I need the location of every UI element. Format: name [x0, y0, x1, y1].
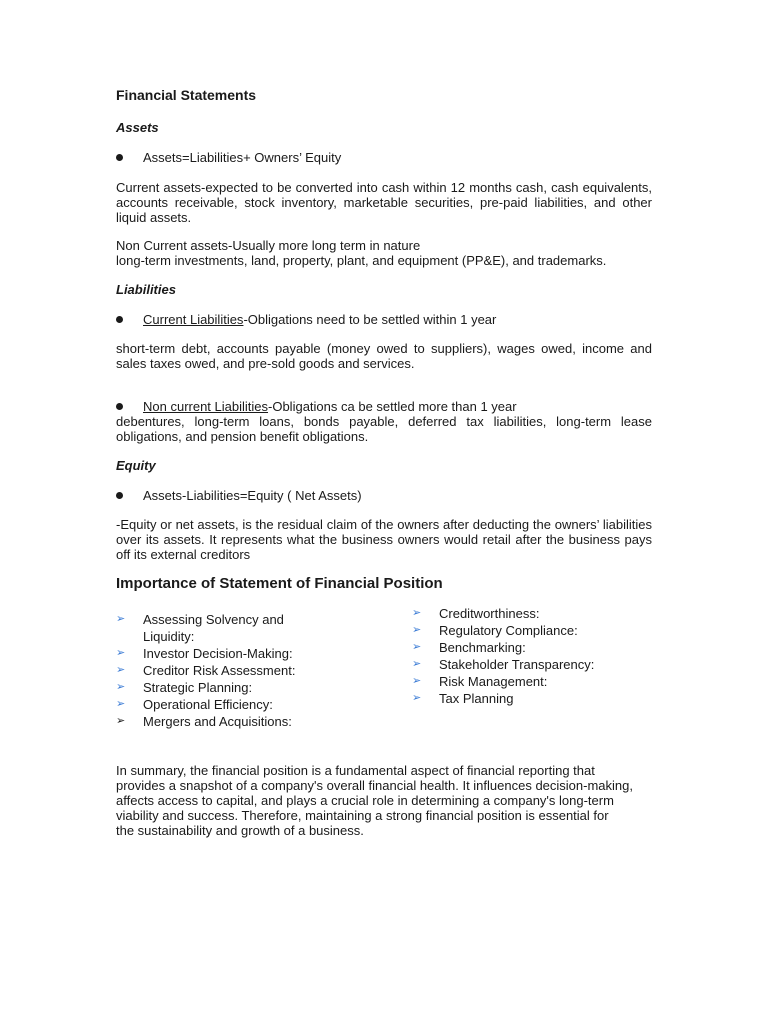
list-item: ➢ Risk Management: — [412, 674, 548, 689]
current-assets-paragraph: Current assets-expected to be converted into cash within 12 months cash, cash equivalents, accounts receivable, stock inventory, marketable securities, pre-paid liabilities, and other liquid assets. — [116, 180, 652, 225]
arrow-bullet-icon: ➢ — [116, 664, 126, 676]
importance-right-list — [412, 605, 652, 707]
current-liabilities-text: -Obligations need to be settled within 1 year — [243, 312, 497, 327]
current-liabilities-bullet — [116, 312, 652, 327]
arrow-bullet-icon: ➢ — [412, 607, 422, 619]
list-item: ➢ Mergers and Acquisitions: — [116, 714, 292, 729]
arrow-bullet-icon: ➢ — [412, 641, 422, 653]
list-item: ➢ Operational Efficiency: — [116, 697, 273, 712]
equity-bullet — [116, 488, 652, 503]
bullet-dot-icon — [116, 492, 123, 499]
list-item: ➢ Benchmarking: — [412, 640, 526, 655]
bullet-dot-icon — [116, 316, 123, 323]
noncurrent-liabilities-label: Non current Liabilities — [143, 399, 269, 414]
equity-heading: Equity — [116, 458, 156, 473]
summary-line: In summary, the financial position is a fundamental aspect of financial reporting that — [116, 763, 595, 778]
list-item: ➢ Assessing Solvency and Liquidity: — [116, 612, 284, 644]
arrow-bullet-icon: ➢ — [116, 647, 126, 659]
noncurrent-liabilities-text: -Obligations ca be settled more than 1 year — [268, 399, 517, 414]
bullet-dot-icon — [116, 154, 123, 161]
current-liabilities-label: Current Liabilities — [143, 312, 244, 327]
importance-left-list — [116, 611, 316, 730]
summary-line: viability and success. Therefore, maintaining a strong financial position is essential for — [116, 808, 609, 823]
arrow-bullet-icon: ➢ — [116, 698, 126, 710]
importance-heading: Importance of Statement of Financial Position — [116, 575, 443, 592]
assets-heading: Assets — [116, 120, 159, 135]
list-item: ➢ Creditor Risk Assessment: — [116, 663, 296, 678]
arrow-bullet-icon: ➢ — [412, 658, 422, 670]
assets-bullet-text: Assets=Liabilities+ Owners’ Equity — [143, 150, 342, 165]
equity-detail: -Equity or net assets, is the residual claim of the owners after deducting the owners’ liabilities over its assets. It represents what the business owners would retail after the business pays off its external creditors — [116, 517, 652, 562]
assets-bullet — [116, 150, 652, 165]
current-liabilities-detail: short-term debt, accounts payable (money owed to suppliers), wages owed, income and sales taxes owed, and pre-sold goods and services. — [116, 341, 652, 371]
noncurrent-liabilities-detail: debentures, long-term loans, bonds payable, deferred tax liabilities, long-term lease obligations, and pension benefit obligations. — [116, 414, 652, 444]
noncurrent-liabilities-bullet — [116, 399, 652, 414]
list-item: ➢ Stakeholder Transparency: — [412, 657, 595, 672]
page-title: Financial Statements — [116, 87, 257, 103]
summary-line: provides a snapshot of a company's overall financial health. It influences decision-making, — [116, 778, 633, 793]
arrow-bullet-icon: ➢ — [412, 624, 422, 636]
arrow-bullet-icon: ➢ — [116, 681, 126, 693]
list-item: ➢ Investor Decision-Making: — [116, 646, 293, 661]
arrow-bullet-icon: ➢ — [412, 675, 422, 687]
list-item: ➢ Regulatory Compliance: — [412, 623, 578, 638]
noncurrent-assets-line1: Non Current assets-Usually more long term in nature — [116, 238, 421, 253]
liabilities-heading: Liabilities — [116, 282, 176, 297]
arrow-bullet-icon: ➢ — [116, 715, 126, 727]
list-item: ➢ Creditworthiness: — [412, 606, 540, 621]
summary-line: the sustainability and growth of a business. — [116, 823, 364, 838]
list-item: ➢ Tax Planning — [412, 691, 514, 706]
bullet-dot-icon — [116, 403, 123, 410]
arrow-bullet-icon: ➢ — [412, 692, 422, 704]
list-item: ➢ Strategic Planning: — [116, 680, 253, 695]
summary-line: affects access to capital, and plays a crucial role in determining a company's long-term — [116, 793, 614, 808]
equity-bullet-text: Assets-Liabilities=Equity ( Net Assets) — [143, 488, 362, 503]
summary-paragraph — [116, 763, 676, 838]
noncurrent-assets-line2: long-term investments, land, property, plant, and equipment (PP&E), and trademarks. — [116, 253, 607, 268]
arrow-bullet-icon: ➢ — [116, 613, 126, 625]
